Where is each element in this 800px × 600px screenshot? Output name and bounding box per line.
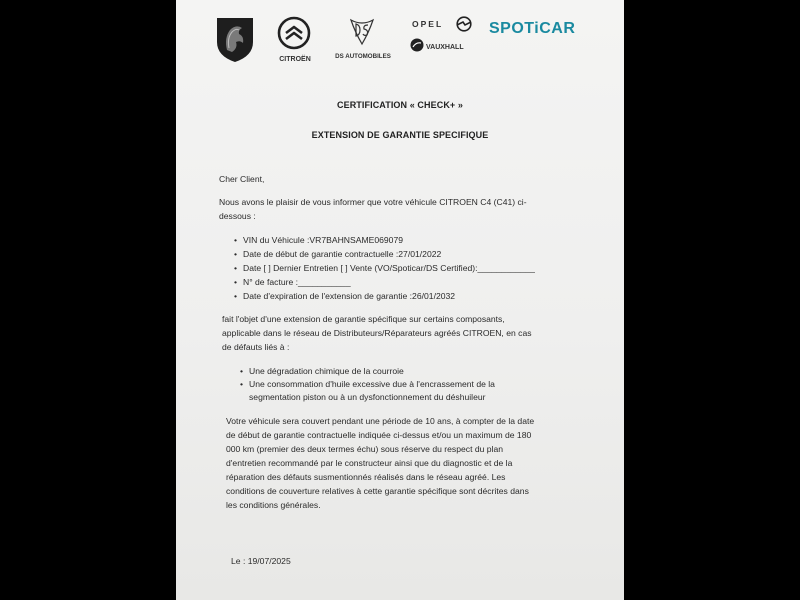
coverage-paragraph-line: les conditions générales. (226, 500, 321, 510)
coverage-paragraph-line: 000 km (premier des deux termes échu) sous réserve du respect du plan (226, 444, 504, 454)
extension-paragraph-line: applicable dans le réseau de Distributeurs/Réparateurs agréés CITROEN, en cas (222, 328, 532, 338)
coverage-paragraph-line: réparation des défauts susmentionnés réalisés dans le réseau agréé. Les (226, 472, 506, 482)
peugeot-logo (214, 16, 256, 64)
ds-wordmark: DS AUTOMOBILES (335, 53, 391, 60)
citroen-logo (277, 16, 311, 50)
coverage-paragraph-line: de début de garantie contractuelle indiquée ci-dessus et/ou un maximum de 180 (226, 430, 532, 440)
coverage-paragraph-line: d'entretien recommandé par le constructeur ainsi que du diagnostic et de la (226, 458, 513, 468)
opel-wordmark: OPEL (412, 19, 444, 29)
vauxhall-wordmark: VAUXHALL (426, 44, 464, 51)
maintenance-sale-item: • Date [ ] Dernier Entretien [ ] Vente (VO/Spoticar/DS Certified):____________ (243, 261, 535, 275)
opel-logo (456, 16, 472, 32)
warranty-document (176, 0, 624, 600)
spoticar-logo: SPOTiCAR (489, 20, 576, 37)
intro-line: dessous : (219, 211, 256, 221)
extension-paragraph-line: fait l'objet d'une extension de garantie spécifique sur certains composants, (222, 314, 505, 324)
vauxhall-logo (410, 38, 424, 52)
document-subtitle: EXTENSION DE GARANTIE SPECIFIQUE (311, 130, 489, 140)
vin-item: • VIN du Véhicule :VR7BAHNSAME069079 (243, 233, 403, 247)
extension-paragraph-line: de défauts liés à : (222, 342, 290, 352)
intro-line: Nous avons le plaisir de vous informer que votre véhicule CITROEN C4 (C41) ci- (219, 197, 527, 207)
expiration-date-item: • Date d'expiration de l'extension de garantie :26/01/2032 (243, 289, 455, 303)
citroen-wordmark: CITROËN (279, 56, 311, 63)
defect-item: • Une dégradation chimique de la courroie (249, 364, 404, 378)
defect-item: • Une consommation d'huile excessive due à l'encrassement de la (249, 377, 495, 391)
invoice-number-item: • N° de facture :___________ (243, 275, 351, 289)
greeting: Cher Client, (219, 174, 265, 184)
defect-item-continuation: segmentation piston ou à un dysfonctionnement du déshuileur (249, 392, 486, 402)
warranty-start-item: • Date de début de garantie contractuelle :27/01/2022 (243, 247, 441, 261)
coverage-paragraph-line: conditions de couverture relatives à cette garantie spécifique sont décrites dans (226, 486, 529, 496)
ds-automobiles-logo (347, 16, 377, 48)
brand-logo-bar (176, 0, 624, 70)
document-date: Le : 19/07/2025 (231, 556, 291, 566)
document-title: CERTIFICATION « CHECK+ » (337, 100, 463, 110)
coverage-paragraph-line: Votre véhicule sera couvert pendant une période de 10 ans, à compter de la date (226, 416, 535, 426)
